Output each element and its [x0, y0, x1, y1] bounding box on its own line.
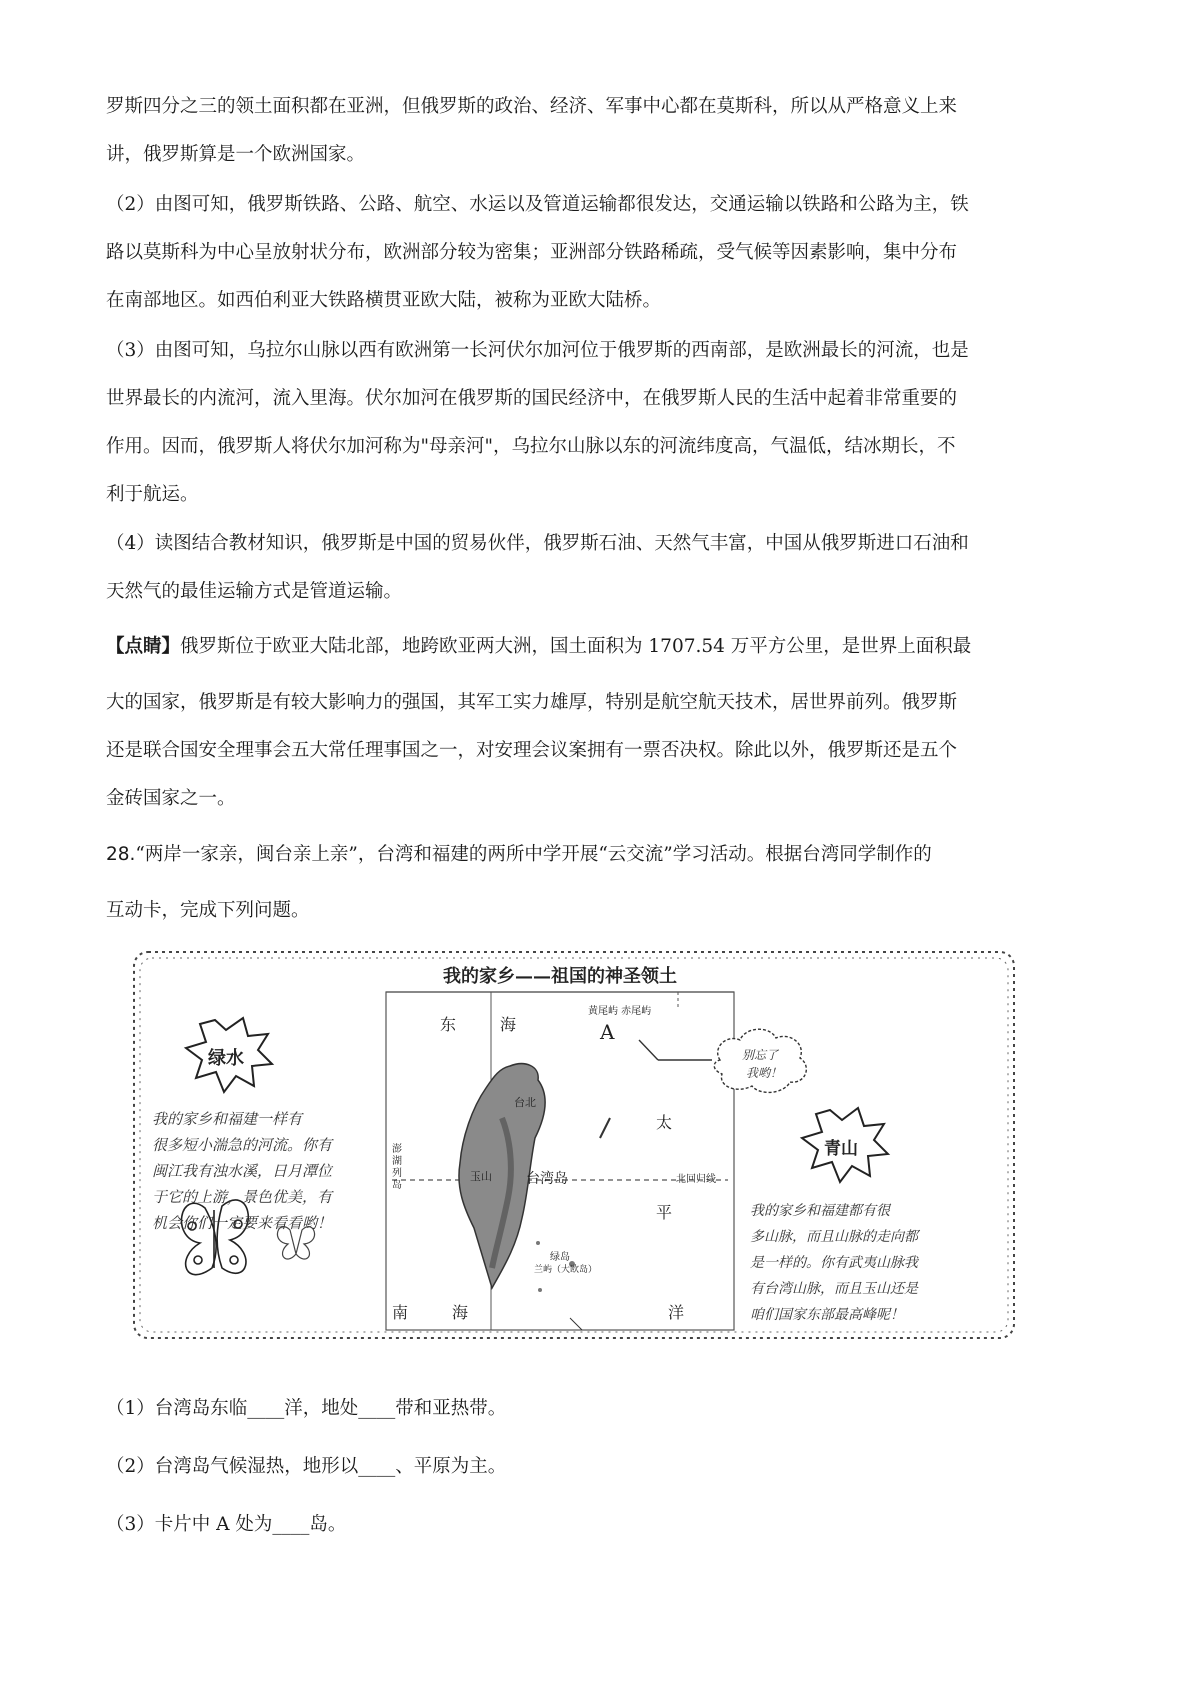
question-number: 28. [106, 844, 136, 865]
left-text-line2: 很多短小湍急的河流。你有 [152, 1136, 333, 1154]
map-label-tropic: 北回归线 [676, 1174, 716, 1185]
sub-question-1: （1）台湾岛东临____洋，地处____带和亚热带。 [106, 1398, 507, 1419]
analysis-p3-line3: 作用。因而，俄罗斯人将伏尔加河称为"母亲河"，乌拉尔山脉以东的河流纬度高，气温低，结冰期长，不 [106, 436, 956, 457]
map-label-pacific-3: 洋 [668, 1303, 685, 1322]
tip-text-1: 俄罗斯位于欧亚大陆北部，地跨欧亚两大洲，国土面积为 1707.54 万平方公里，是世界上面积最 [180, 636, 972, 657]
left-text-line1: 我的家乡和福建一样有 [152, 1110, 303, 1128]
analysis-p4-line2: 天然气的最佳运输方式是管道运输。 [106, 581, 403, 602]
bubble-line1: 别忘了 [742, 1048, 779, 1062]
bubble-line2: 我哟！ [746, 1066, 783, 1080]
right-text-line2: 多山脉，而且山脉的走向都 [750, 1229, 918, 1245]
tip-line2: 大的国家，俄罗斯是有较大影响力的强国，其军工实力雄厚，特别是航空航天技术，居世界前列。俄罗斯 [106, 692, 958, 713]
right-text-line3: 是一样的。你有武夷山脉我 [750, 1255, 918, 1271]
analysis-p2-line3: 在南部地区。如西伯利亚大铁路横贯亚欧大陆，被称为亚欧大陆桥。 [106, 290, 662, 311]
tip-line1 [106, 632, 971, 658]
sub-question-2: （2）台湾岛气候湿热，地形以____、平原为主。 [106, 1456, 507, 1477]
question-stem-1: “两岸一家亲，闽台亲上亲”，台湾和福建的两所中学开展“云交流”学习活动。根据台湾同学制作的 [135, 844, 932, 865]
analysis-p3-line2: 世界最长的内流河，流入里海。伏尔加河在俄罗斯的国民经济中，在俄罗斯人民的生活中起着非常重要的 [106, 388, 958, 409]
map-label-lanyu: 兰屿（大欧岛） [534, 1265, 598, 1275]
map-label-pacific-2: 平 [656, 1203, 673, 1222]
map-label-south-sea-2: 海 [452, 1303, 469, 1322]
left-text-line3: 闽江我有浊水溪，日月潭位 [152, 1162, 333, 1180]
tip-line4: 金砖国家之一。 [106, 788, 236, 809]
question-stem-line1 [106, 840, 932, 866]
tip-label: 【点睛】 [106, 636, 181, 657]
left-text-line4: 于它的上游，景色优美，有 [152, 1188, 333, 1206]
right-text-line1: 我的家乡和福建都有很 [750, 1203, 890, 1219]
map-label-south-sea-1: 南 [392, 1303, 409, 1322]
analysis-p1-line1: 罗斯四分之三的领土面积都在亚洲，但俄罗斯的政治、经济、军事中心都在莫斯科，所以从严格意义上来 [106, 96, 958, 117]
analysis-p3-line1: （3）由图可知，乌拉尔山脉以西有欧洲第一长河伏尔加河位于俄罗斯的西南部，是欧洲最长的河流，也是 [106, 340, 969, 361]
analysis-p4-line1: （4）读图结合教材知识，俄罗斯是中国的贸易伙伴，俄罗斯石油、天然气丰富，中国从俄罗斯进口石油和 [106, 533, 969, 554]
map-label-taipei: 台北 [514, 1096, 536, 1109]
map-label-yushan: 玉山 [470, 1170, 492, 1183]
map-label-pacific-1: 太 [656, 1113, 673, 1132]
map-label-taiwan-island: 台湾岛 [526, 1171, 568, 1187]
map-label-islets: 黄尾屿 赤尾屿 [588, 1006, 652, 1017]
map-label-east-sea-2: 海 [500, 1015, 517, 1034]
interactive-card-figure [130, 948, 1018, 1344]
analysis-p1-line2: 讲，俄罗斯算是一个欧洲国家。 [106, 144, 366, 165]
right-badge-label: 青山 [824, 1139, 858, 1159]
left-badge-label: 绿水 [208, 1048, 244, 1069]
sub-question-3: （3）卡片中 A 处为____岛。 [106, 1514, 347, 1535]
analysis-p2-line2: 路以莫斯科为中心呈放射状分布，欧洲部分较为密集；亚洲部分铁路稀疏，受气候等因素影响，集中分布 [106, 242, 958, 263]
map-label-east-sea-1: 东 [440, 1015, 457, 1034]
question-stem-line2: 互动卡，完成下列问题。 [106, 900, 310, 921]
map-label-point-a: A [600, 1020, 615, 1044]
right-text-line5: 咱们国家东部最高峰呢！ [750, 1307, 904, 1323]
map-label-green-island: 绿岛 [550, 1252, 570, 1263]
tip-line3: 还是联合国安全理事会五大常任理事国之一，对安理会议案拥有一票否决权。除此以外，俄罗斯还是五个 [106, 740, 958, 761]
left-text-line5: 机会你们一定要来看看哟！ [152, 1214, 333, 1232]
analysis-p2-line1: （2）由图可知，俄罗斯铁路、公路、航空、水运以及管道运输都很发达，交通运输以铁路和公路为主，铁 [106, 194, 969, 215]
card-title: 我的家乡——祖国的神圣领土 [443, 966, 677, 987]
right-text-line4: 有台湾山脉，而且玉山还是 [750, 1281, 918, 1297]
map-label-penghu: 澎湖列岛 [392, 1144, 402, 1191]
analysis-p3-line4: 利于航运。 [106, 484, 199, 505]
